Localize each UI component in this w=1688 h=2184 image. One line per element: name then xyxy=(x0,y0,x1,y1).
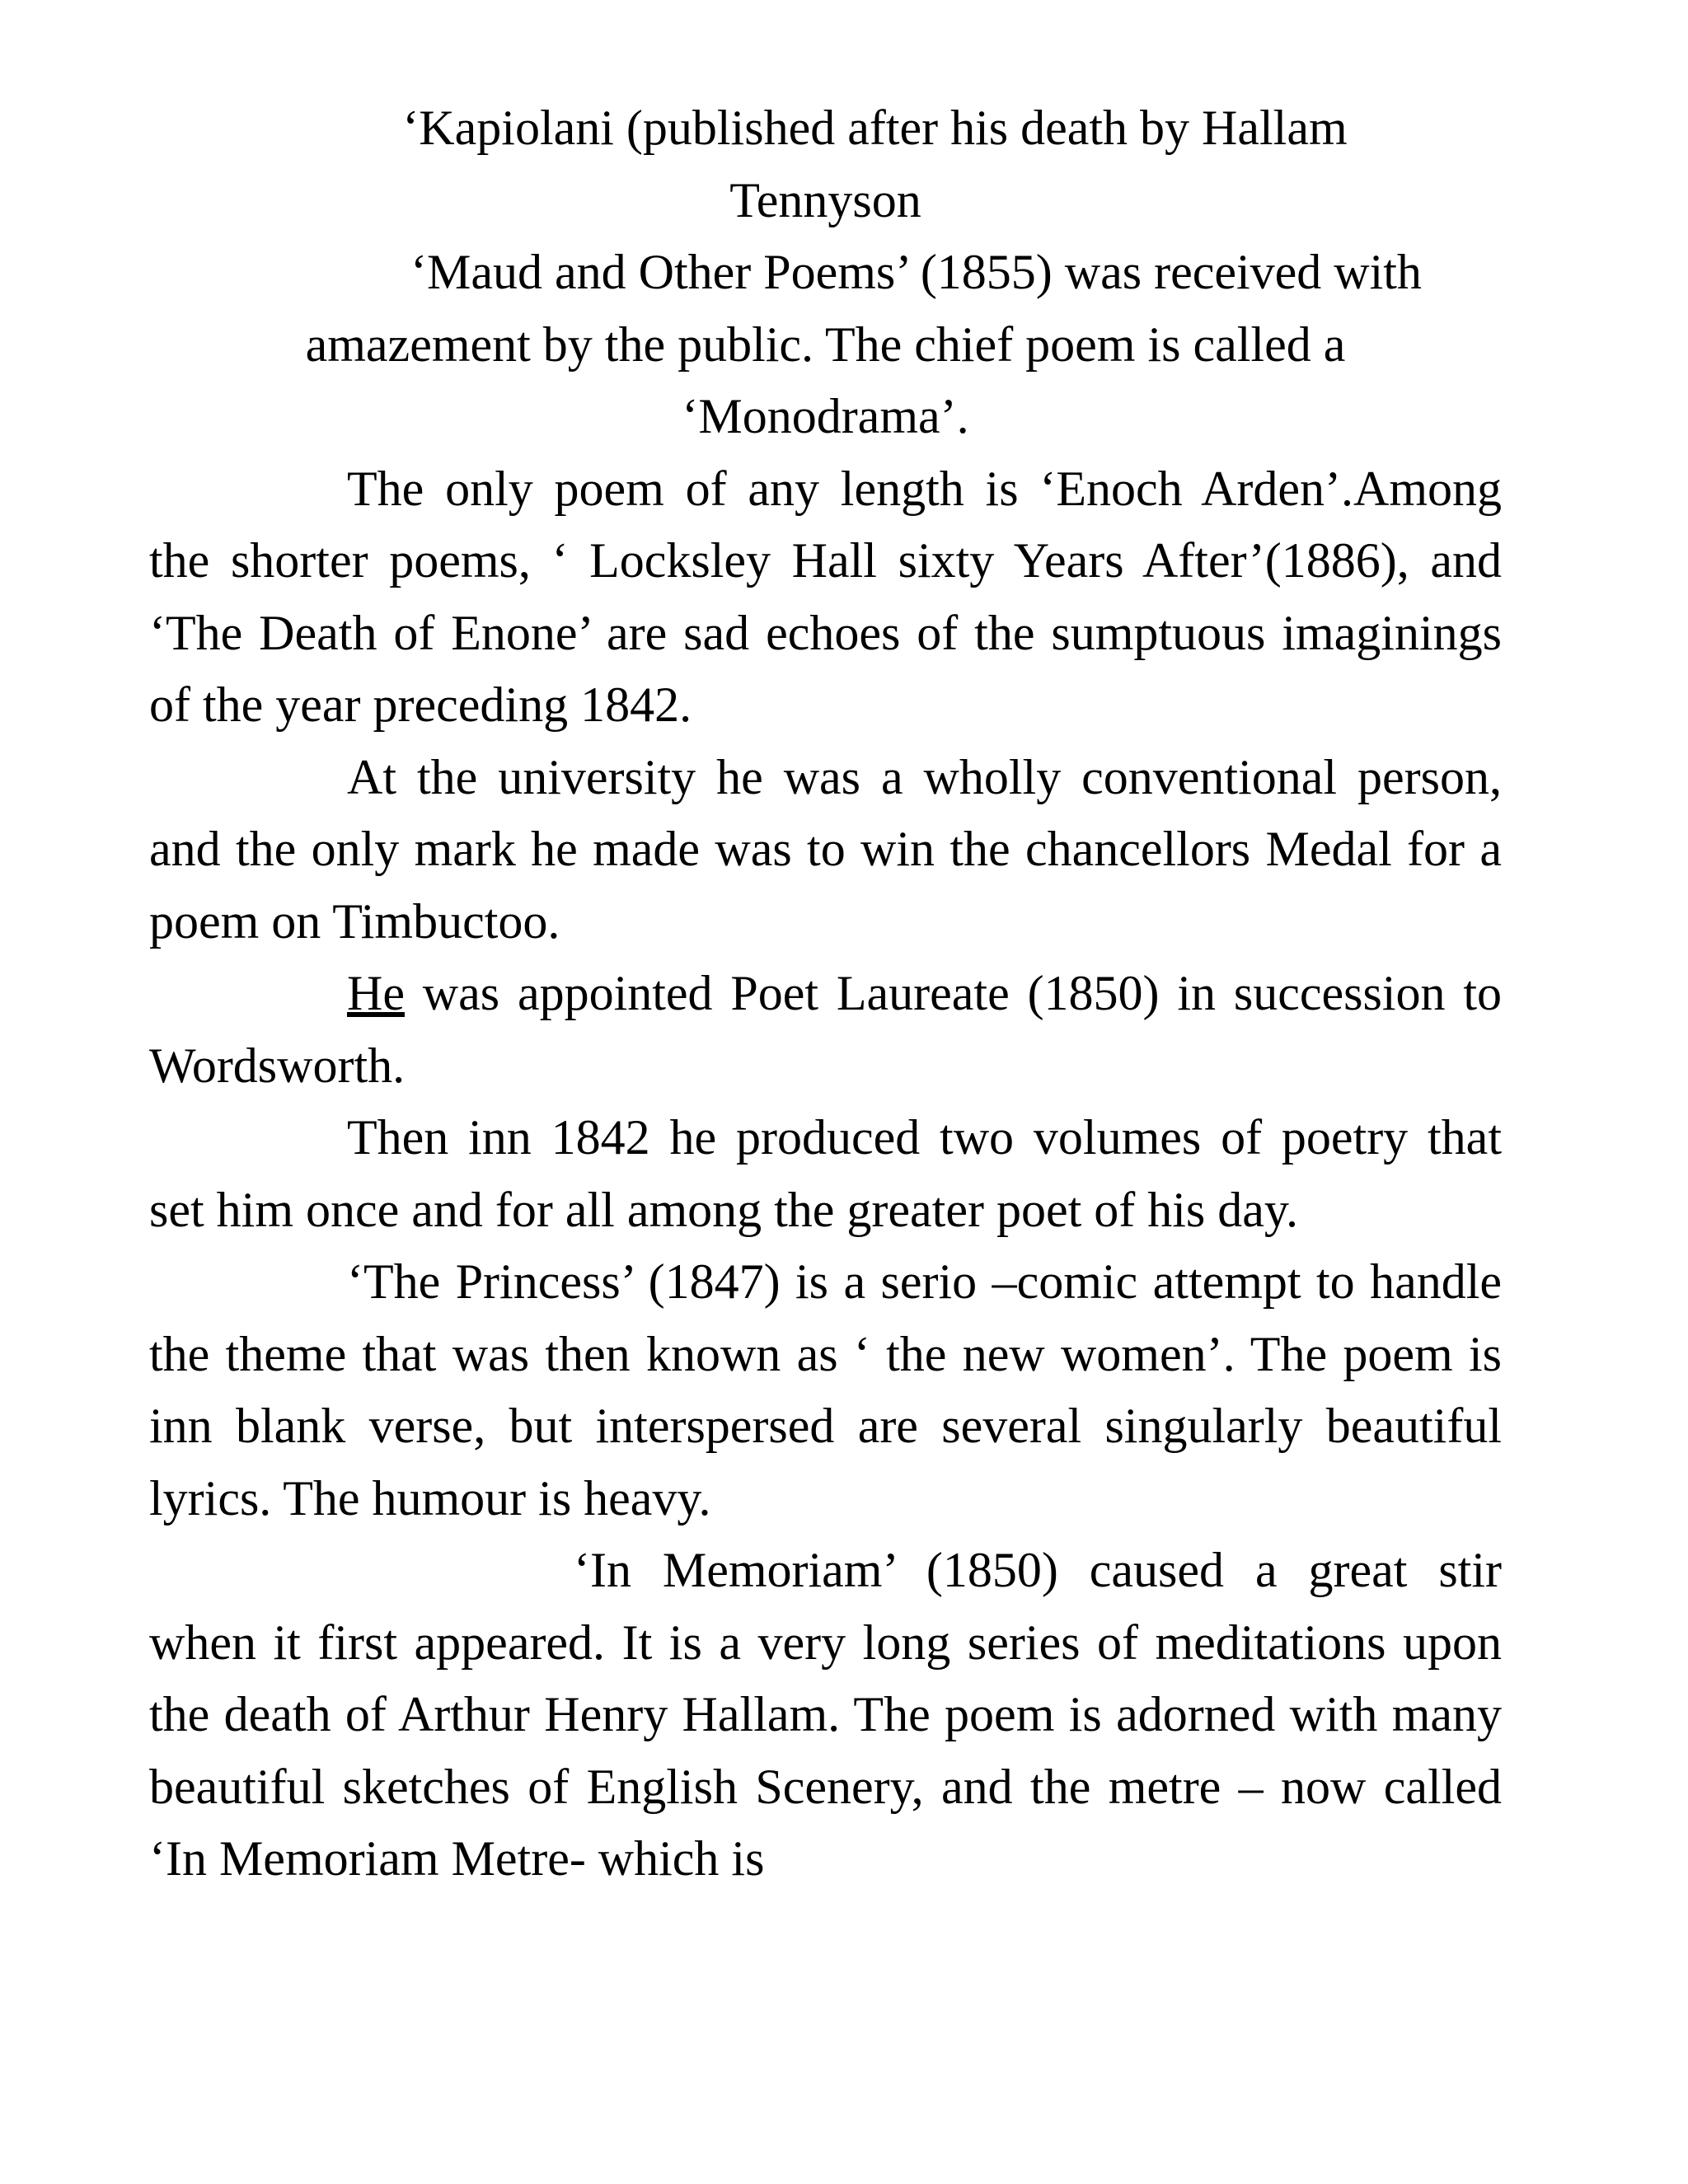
document-body xyxy=(149,92,1502,1896)
heading-line-2: Tennyson xyxy=(729,172,921,227)
maud-line-1: ‘Maud and Other Poems’ (1855) was received with xyxy=(410,245,1422,299)
paragraph-in-memoriam: ‘In Memoriam’ (1850) caused a great stir when it first appeared. It is a very long series of meditations upon the death of Arthur Henry Hallam. The poem is adorned with many beautiful sketches of English Scenery, and the metre – now called ‘In Memoriam Metre- which is xyxy=(149,1543,1502,1886)
paragraph-university: At the university he was a wholly conventional person, and the only mark he made was to win the chancellors Medal for a poem on Timbuctoo. xyxy=(149,749,1502,949)
maud-line-2: amazement by the public. The chief poem is called a xyxy=(305,316,1346,372)
paragraph-enoch-arden: The only poem of any length is ‘Enoch Arden’.Among the shorter poems, ‘ Locksley Hall sixty Years After’(1886), and ‘The Death of Enone’ are sad echoes of the sumptuous imaginings of the year preceding 1842. xyxy=(149,461,1502,732)
underlined-word: He xyxy=(347,966,405,1020)
paragraph-the-princess: ‘The Princess’ (1847) is a serio –comic attempt to handle the theme that was then known as ‘ the new women’. The poem is inn blank verse, but interspersed are several singularly beautiful lyrics. The humour is heavy. xyxy=(149,1254,1502,1526)
maud-line-3: ‘Monodrama’. xyxy=(682,389,969,443)
paragraph-two-volumes: Then inn 1842 he produced two volumes of poetry that set him once and for all among the greater poet of his day. xyxy=(149,1110,1502,1237)
laureate-text: was appointed Poet Laureate (1850) in succession to Wordsworth. xyxy=(149,966,1502,1093)
heading-line-1: ‘Kapiolani (published after his death by Hallam xyxy=(402,101,1348,155)
paragraph-poet-laureate xyxy=(149,958,1502,1102)
